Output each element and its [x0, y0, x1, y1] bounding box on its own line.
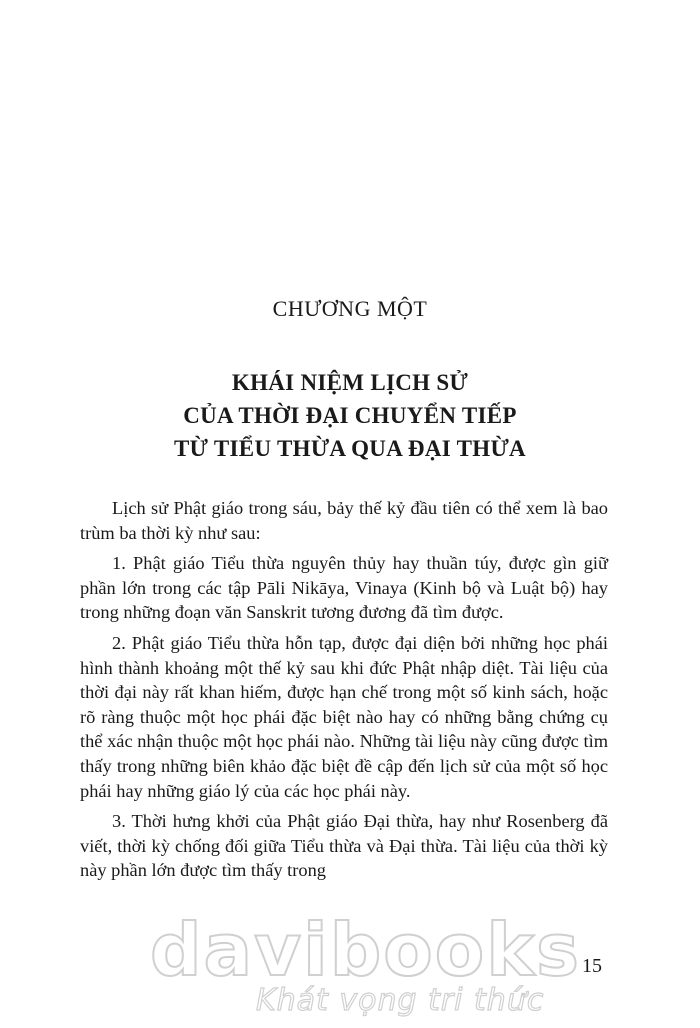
paragraph: Lịch sử Phật giáo trong sáu, bảy thế kỷ đầu tiên có thể xem là bao trùm ba thời kỳ như sau: — [80, 498, 608, 543]
watermark-slogan: Khát vọng tri thức — [256, 983, 545, 1018]
chapter-title-line: CỦA THỜI ĐẠI CHUYỂN TIẾP — [183, 403, 517, 428]
page-number: 15 — [582, 955, 602, 977]
chapter-title-line: TỪ TIỂU THỪA QUA ĐẠI THỪA — [174, 436, 526, 461]
paragraph: 3. Thời hưng khởi của Phật giáo Đại thừa, hay như Rosenberg đã viết, thời kỳ chống đối giữa Tiểu thừa và Đại thừa. Tài liệu của thời kỳ này phần lớn được tìm thấy trong — [80, 811, 608, 881]
body-text — [80, 496, 608, 889]
paragraph: 1. Phật giáo Tiểu thừa nguyên thủy hay thuần túy, được gìn giữ phần lớn trong các tập Pāli Nikāya, Vinaya (Kinh bộ và Luật bộ) hay trong những đoạn văn Sanskrit tương đương đã tìm được. — [80, 553, 608, 623]
paragraph: 2. Phật giáo Tiểu thừa hỗn tạp, được đại diện bởi những học phái hình thành khoảng một thế kỷ sau khi đức Phật nhập diệt. Tài liệu của thời đại này rất khan hiếm, được hạn chế trong một số kinh sách, hoặc rõ ràng thuộc một học phái đặc biệt nào hay có những bằng chứng cụ thể xác nhận thuộc một học phái nào. Những tài liệu này cũng được tìm thấy trong những biên khảo đặc biệt đề cập đến lịch sử của một số học phái hay những giáo lý của các học phái này. — [80, 632, 608, 801]
chapter-title — [0, 366, 700, 465]
chapter-title-line: KHÁI NIỆM LỊCH SỬ — [231, 370, 469, 395]
watermark-logo: davibooks — [150, 908, 581, 992]
chapter-label: CHƯƠNG MỘT — [272, 296, 428, 321]
